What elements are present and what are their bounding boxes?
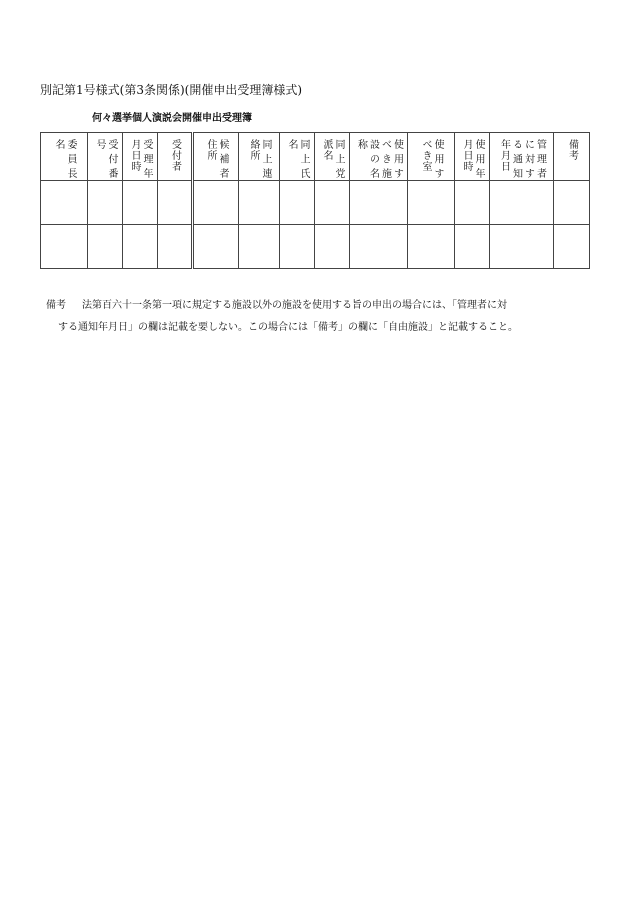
col-header: 同上党派名 [315, 133, 350, 181]
table-row [41, 181, 590, 225]
table-cell [455, 181, 490, 225]
col-header: 同上連絡所 [239, 133, 280, 181]
col-header: 受付者 [158, 133, 193, 181]
table-cell [123, 181, 158, 225]
table-cell [193, 225, 239, 269]
table-cell [239, 225, 280, 269]
form-header: 別記第1号様式(第3条関係)(開催申出受理簿様式) [40, 83, 302, 97]
col-header: 使用すべき室 [408, 133, 455, 181]
table-cell [315, 181, 350, 225]
table-cell [41, 181, 88, 225]
table-cell [455, 225, 490, 269]
table-cell [88, 225, 123, 269]
col-header: 候補者住所 [193, 133, 239, 181]
col-header: 受付番号 [88, 133, 123, 181]
table-cell [280, 225, 315, 269]
table-cell [280, 181, 315, 225]
table-cell [158, 225, 193, 269]
col-header: 委員長名 [41, 133, 88, 181]
register-title: 何々選挙個人演説会開催申出受理簿 [92, 113, 252, 124]
table-cell [239, 181, 280, 225]
header-row [41, 133, 590, 181]
col-header: 備考 [554, 133, 590, 181]
note-line-2: する通知年月日」の欄は記載を要しない。この場合には「備考」の欄に「自由施設」と記載すること。 [58, 322, 518, 333]
note-label: 備考 [46, 300, 66, 311]
table-row [41, 225, 590, 269]
table-cell [350, 225, 408, 269]
table-cell [123, 225, 158, 269]
table-cell [193, 181, 239, 225]
col-header: 管理者に対する通知年月日 [490, 133, 554, 181]
table-cell [315, 225, 350, 269]
col-header: 使用年月日時 [455, 133, 490, 181]
col-header: 受理年月日時 [123, 133, 158, 181]
table-cell [350, 181, 408, 225]
table-cell [490, 181, 554, 225]
table-cell [41, 225, 88, 269]
table-cell [554, 225, 590, 269]
table-cell [88, 181, 123, 225]
table-cell [408, 225, 455, 269]
table-cell [158, 181, 193, 225]
table-cell [408, 181, 455, 225]
col-header: 使用すべき施設の名称 [350, 133, 408, 181]
note-line-1: 法第百六十一条第一項に規定する施設以外の施設を使用する旨の申出の場合には、「管理者に対 [82, 300, 507, 311]
table-cell [490, 225, 554, 269]
table-cell [554, 181, 590, 225]
register-table [40, 132, 590, 269]
col-header: 同上氏名 [280, 133, 315, 181]
